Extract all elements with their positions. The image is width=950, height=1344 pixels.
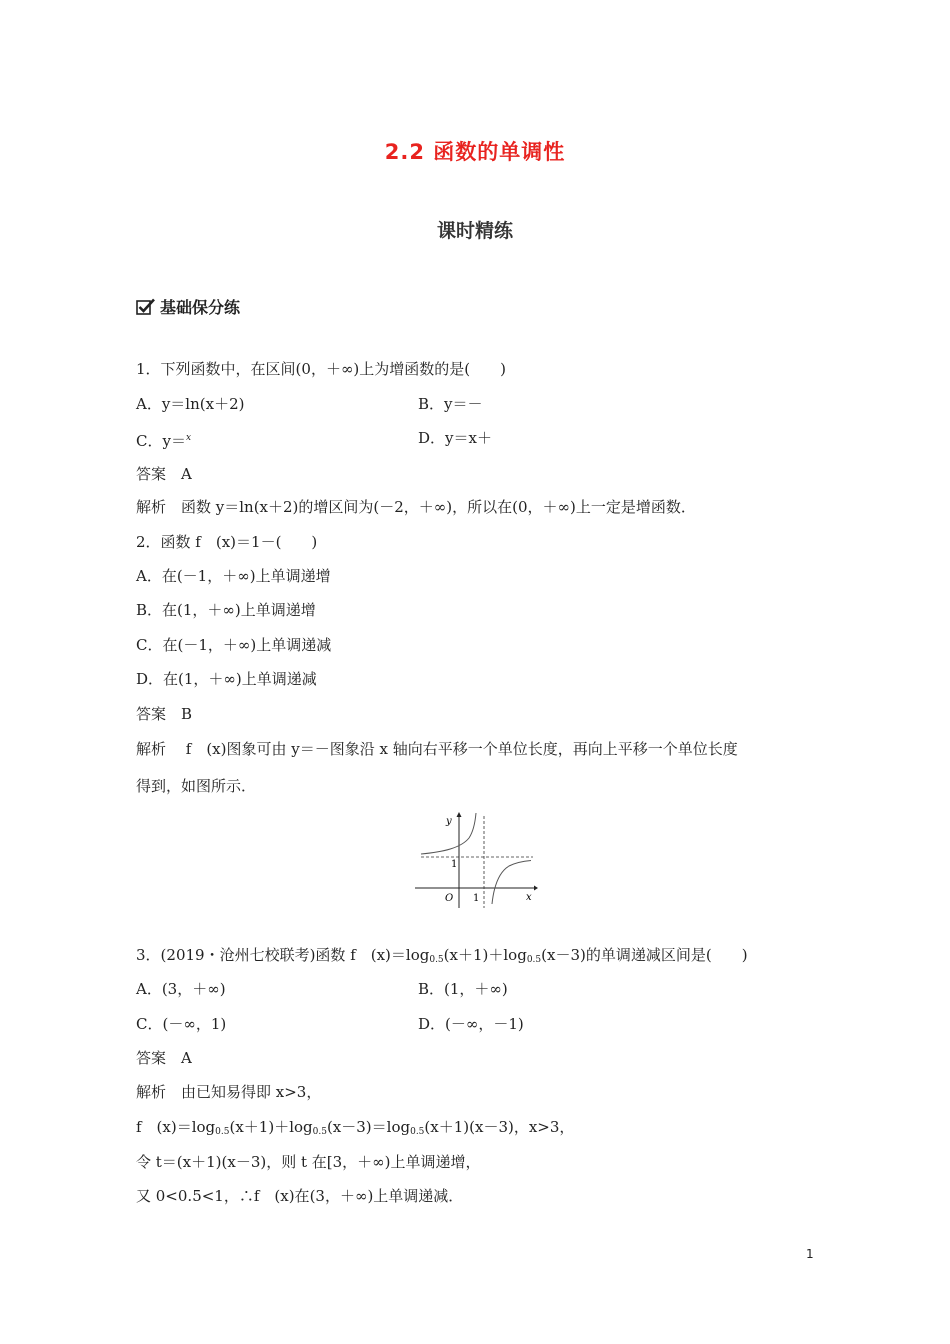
q2-option-b: B．在(1，＋∞)上单调递增: [136, 601, 316, 619]
page-subtitle: 课时精练: [436, 220, 513, 242]
section-label: 基础保分练: [160, 298, 241, 317]
x-axis-label: x: [526, 892, 532, 903]
q3-a2-part4: (x＋1)(x－3)，x>3，: [424, 1118, 575, 1136]
q3-analysis-line2: [136, 1117, 574, 1142]
page-number: 1: [806, 1247, 814, 1261]
q3-option-b: B．(1，＋∞): [418, 980, 508, 998]
q1-option-d: D．y＝x＋: [418, 429, 492, 447]
q2-option-c: C．在(－1，＋∞)上单调递减: [136, 636, 332, 654]
q1-option-c: [136, 428, 191, 451]
y-axis-arrow: [457, 812, 462, 817]
q1-option-c-exponent: x: [185, 433, 192, 443]
page-title: 2.2 函数的单调性: [384, 140, 566, 164]
section-heading: [136, 295, 240, 318]
q3-option-d: D．(－∞，－1): [418, 1015, 524, 1033]
function-graph: [413, 810, 538, 910]
q3-analysis-line4: 又 0<0.5<1，∴f (x)在(3，＋∞)上单调递减．: [136, 1187, 464, 1205]
q3-answer: 答案 A: [136, 1049, 192, 1067]
q1-option-c-text: C．y＝: [136, 432, 186, 450]
q2-analysis-line2: 得到，如图所示．: [136, 777, 257, 795]
q2-option-d: D．在(1，＋∞)上单调递减: [136, 670, 317, 688]
y-axis-label: y: [446, 816, 452, 827]
q3-stem: [136, 945, 748, 970]
y-one-label: 1: [451, 859, 458, 870]
q2-option-a: A．在(－1，＋∞)上单调递增: [136, 567, 331, 585]
q1-analysis: 解析 函数 y＝ln(x＋2)的增区间为(－2，＋∞)，所以在(0，＋∞)上一定是增函数．: [136, 498, 696, 516]
q1-answer: 答案 A: [136, 465, 192, 483]
q3-stem-part1: 3．(2019・沧州七校联考)函数 f (x)＝log: [136, 946, 430, 964]
q3-option-a: A．(3，＋∞): [136, 980, 226, 998]
q1-stem: 1．下列函数中，在区间(0，＋∞)上为增函数的是( ): [136, 360, 506, 378]
q3-a2-part1: f (x)＝log: [136, 1118, 216, 1136]
q2-answer: 答案 B: [136, 705, 193, 723]
x-axis-arrow: [534, 886, 538, 891]
x-one-label: 1: [473, 893, 480, 904]
q2-analysis-line1: 解析 f (x)图象可由 y＝－图象沿 x 轴向右平移一个单位长度，再向上平移一个单位长度: [136, 740, 738, 758]
q3-a2-sub1: 0.5: [215, 1127, 230, 1137]
q3-stem-part2: (x＋1)＋log: [443, 946, 527, 964]
checkbox-check-icon: [136, 298, 156, 316]
q3-analysis-line1: 解析 由已知易得即 x>3，: [136, 1083, 322, 1101]
q3-a2-part2: (x＋1)＋log: [229, 1118, 313, 1136]
q3-analysis-line3: 令 t＝(x＋1)(x－3)，则 t 在[3，＋∞)上单调递增，: [136, 1153, 481, 1171]
q3-stem-part3: (x－3)的单调递减区间是( ): [541, 946, 748, 964]
q3-stem-sub2: 0.5: [526, 955, 542, 965]
q3-a2-part3: (x－3)＝log: [326, 1118, 411, 1136]
q2-stem: 2．函数 f (x)＝1－( ): [136, 533, 318, 551]
q3-a2-sub3: 0.5: [410, 1127, 425, 1137]
origin-label: O: [445, 893, 454, 904]
q3-option-c: C．(－∞，1): [136, 1015, 227, 1033]
q1-option-b: B．y＝－: [418, 395, 483, 413]
q3-a2-sub2: 0.5: [312, 1127, 327, 1137]
q3-stem-sub1: 0.5: [429, 955, 444, 965]
q1-option-a: A．y＝ln(x＋2): [136, 395, 245, 413]
